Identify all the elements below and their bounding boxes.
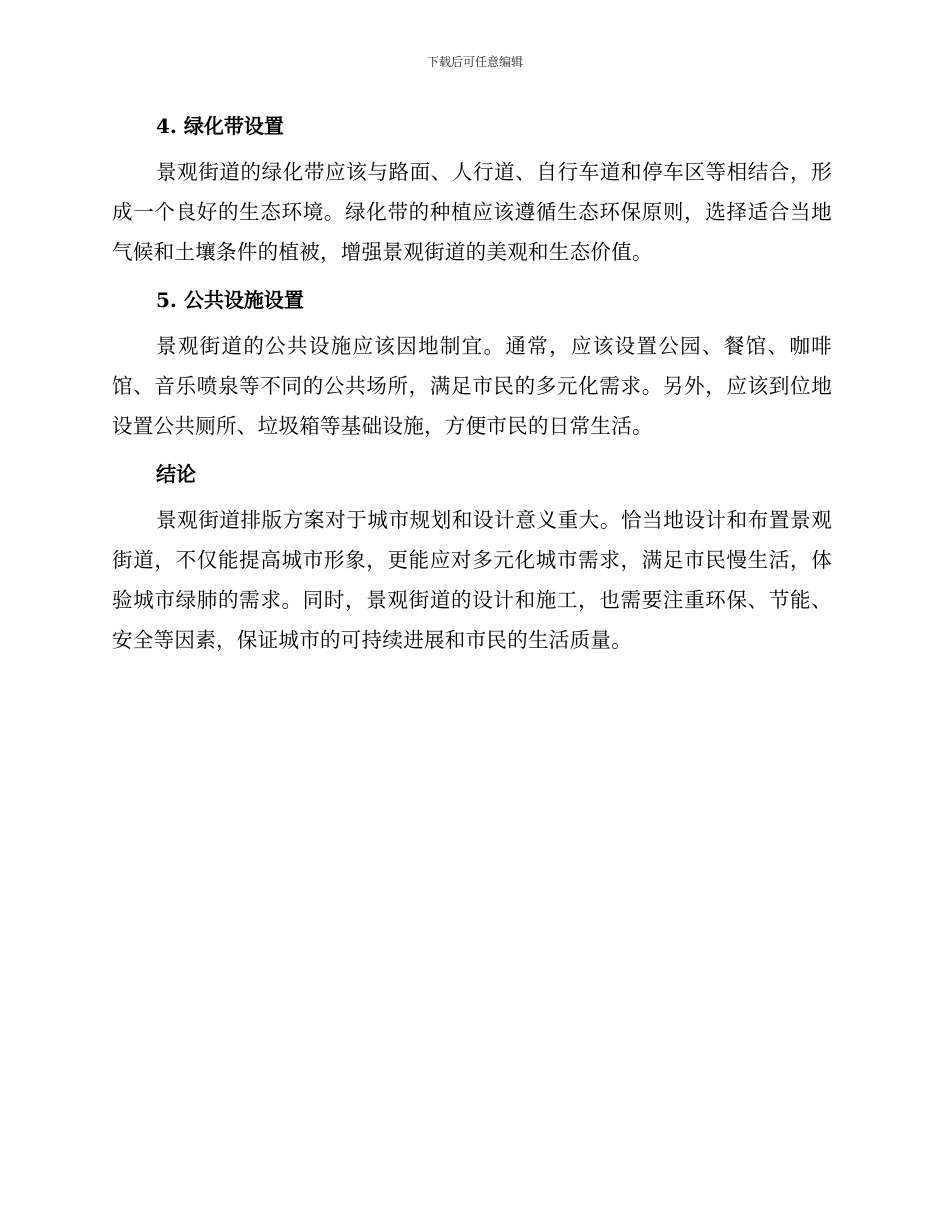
section-heading: 5. 公共设施设置: [156, 288, 304, 312]
section-paragraph: 景观街道的公共设施应该因地制宜。通常，应该设置公园、餐馆、咖啡馆、音乐喷泉等不同的公共场所，满足市民的多元化需求。另外，应该到位地设置公共厕所、垃圾箱等基础设施，方便市民的日常生活。: [112, 334, 832, 438]
section-heading: 结论: [156, 462, 196, 486]
section-paragraph: 景观街道的绿化带应该与路面、人行道、自行车道和停车区等相结合，形成一个良好的生态环境。绿化带的种植应该遵循生态环保原则，选择适合当地气候和土壤条件的植被，增强景观街道的美观和生态价值。: [112, 160, 832, 264]
document-body: [112, 108, 832, 670]
page-header-note: 下载后可任意编辑: [426, 55, 523, 69]
section-conclusion: [112, 456, 832, 660]
section-public-facilities: [112, 282, 832, 446]
section-heading: 4. 绿化带设置: [156, 114, 284, 138]
section-green-belt: [112, 108, 832, 272]
section-paragraph: 景观街道排版方案对于城市规划和设计意义重大。恰当地设计和布置景观街道，不仅能提高城市形象，更能应对多元化城市需求，满足市民慢生活，体验城市绿肺的需求。同时，景观街道的设计和施工，也需要注重环保、节能、安全等因素，保证城市的可持续进展和市民的生活质量。: [112, 508, 832, 652]
